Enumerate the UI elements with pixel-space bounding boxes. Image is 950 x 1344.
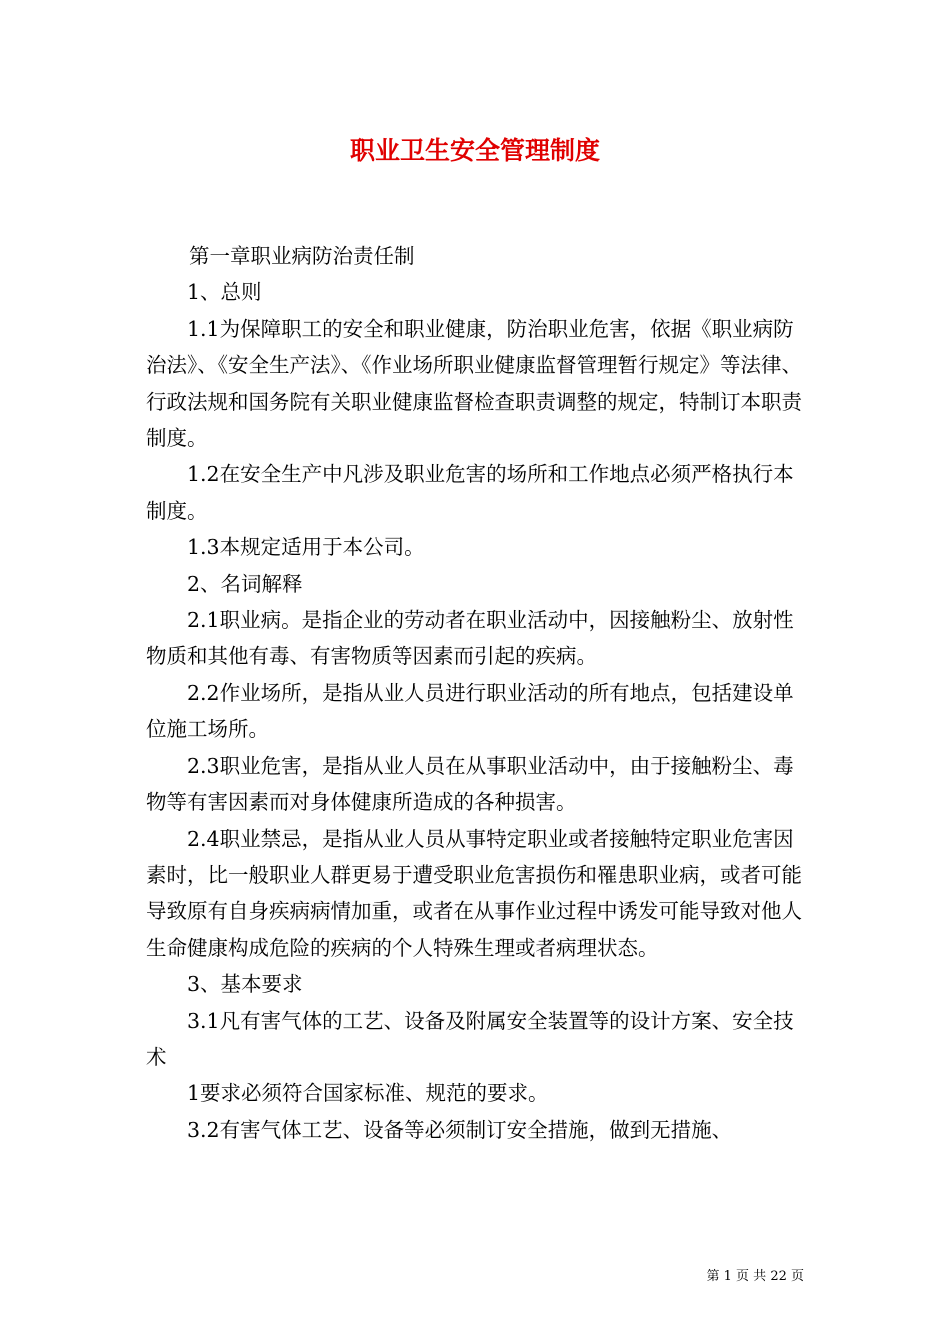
paragraph-3-2: 3.2有害气体工艺、设备等必须制订安全措施，做到无措施、 <box>187 1117 733 1142</box>
section-heading-requirements: 3、基本要求 <box>187 972 303 997</box>
paragraph-3-1-continued: 1要求必须符合国家标准、规范的要求。 <box>187 1081 549 1106</box>
chapter-heading: 第一章职业病防治责任制 <box>189 244 415 268</box>
section-heading-general: 1、总则 <box>187 280 262 305</box>
document-body <box>146 238 806 1148</box>
paragraph-2-4: 2.4职业禁忌，是指从业人员从事特定职业或者接触特定职业危害因素时，比一般职业人群更易于遭受职业危害损伤和罹患职业病，或者可能导致原有自身疾病病情加重，或者在从事作业过程中诱发可能导致对他人生命健康构成危险的疾病的个人特殊生理或者病理状态。 <box>146 826 802 960</box>
section-heading-terms: 2、名词解释 <box>187 571 303 596</box>
paragraph-1-3: 1.3本规定适用于本公司。 <box>187 535 425 560</box>
paragraph-2-2: 2.2作业场所，是指从业人员进行职业活动的所有地点，包括建设单位施工场所。 <box>146 680 794 742</box>
paragraph-2-3: 2.3职业危害，是指从业人员在从事职业活动中，由于接触粉尘、毒物等有害因素而对身体健康所造成的各种损害。 <box>146 753 794 815</box>
paragraph-1-1: 1.1为保障职工的安全和职业健康，防治职业危害，依据《职业病防治法》、《安全生产法》、《作业场所职业健康监督管理暂行规定》等法律、行政法规和国务院有关职业健康监督检查职责调整的规定，特制订本职责制度。 <box>146 316 802 451</box>
paragraph-1-2: 1.2在安全生产中凡涉及职业危害的场所和工作地点必须严格执行本制度。 <box>146 462 794 523</box>
page-number: 第 1 页 共 22 页 <box>706 1269 804 1284</box>
paragraph-3-1: 3.1凡有害气体的工艺、设备及附属安全装置等的设计方案、安全技术 <box>146 1008 794 1069</box>
paragraph-2-1: 2.1职业病。是指企业的劳动者在职业活动中，因接触粉尘、放射性物质和其他有毒、有害物质等因素而引起的疾病。 <box>146 608 794 669</box>
page-title: 职业卫生安全管理制度 <box>349 136 600 165</box>
